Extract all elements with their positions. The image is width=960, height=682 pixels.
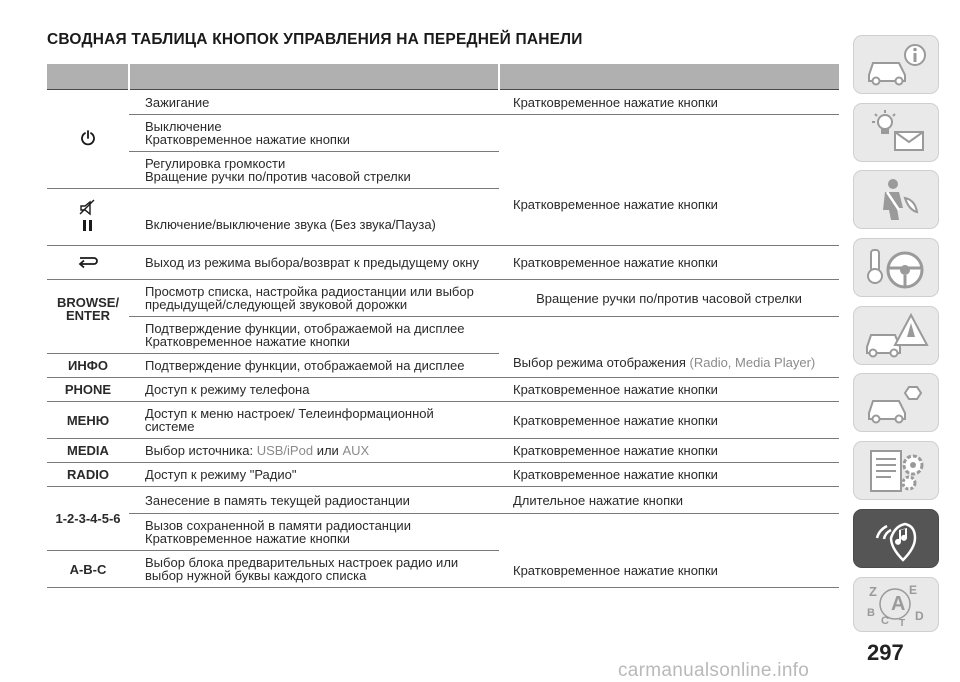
tab-steering-key[interactable] [853,238,939,297]
function-text: Просмотр списка, настройка радиостанции или выбор [145,284,474,299]
tab-alphabetical-index[interactable] [853,577,939,632]
seatbelt-airbag-icon [861,176,931,224]
tab-breakdown[interactable] [853,306,939,365]
mode-text: Кратковременное нажатие кнопки [513,443,718,458]
function-cell [129,551,499,588]
table-row [47,115,839,152]
table-row [47,280,839,317]
svg-text:C: C [881,615,889,627]
back-arrow-icon [77,255,99,271]
function-text: Вращение ручки по/против часовой стрелки [145,169,411,184]
tab-technical-data[interactable] [853,441,939,500]
function-cell [129,402,499,439]
svg-text:B: B [867,607,875,619]
function-cell [129,439,499,463]
mode-text: Кратковременное нажатие кнопки [513,255,718,270]
function-text: Выбор блока предварительных настроек радио или [145,555,459,570]
key-cell-media [47,439,129,463]
mode-text: Выбор режима отображения [513,354,686,370]
mode-text: Кратковременное нажатие кнопки [513,467,718,482]
function-cell [129,514,499,551]
key-label: RADIO [67,467,109,482]
mode-text: Кратковременное нажатие кнопки [513,94,718,110]
section-tabs [853,35,939,632]
controls-table [47,64,839,588]
mode-text: Кратковременное нажатие кнопки [513,382,718,397]
function-text: Выбор источника: [145,443,254,458]
key-cell-radio [47,463,129,487]
svg-text:A: A [891,593,906,615]
car-maintenance-icon [861,379,931,427]
mode-text: Длительное нажатие кнопки [513,492,684,508]
function-text: Регулировка громкости [145,156,286,171]
function-cell [129,280,499,317]
key-cell-info [47,354,129,378]
function-text: Зажигание [145,94,210,110]
function-text: предыдущей/следующей звуковой дорожки [145,297,408,312]
function-text: Доступ к режиму телефона [145,382,310,397]
function-text: Занесение в память текущей радиостанции [145,492,410,508]
key-label: 1-2-3-4-5-6 [55,511,121,526]
function-text: Выход из режима выбора/возврат к предыдущему окну [145,255,479,270]
tab-car-info[interactable] [853,35,939,94]
mode-cell [499,317,839,378]
warning-lights-icon [861,108,931,156]
header-cell-key [47,64,129,90]
svg-text:D: D [915,609,924,623]
key-cell-power [47,90,129,189]
watermark: carmanualsonline.info [618,660,810,681]
function-text: Кратковременное нажатие кнопки [145,132,350,147]
key-label: A-B-C [69,561,107,577]
function-cell [129,378,499,402]
function-text: Кратковременное нажатие кнопки [145,531,350,546]
function-cell [129,115,499,152]
mode-cell [499,463,839,487]
table-row [47,514,839,551]
table-row [47,463,839,487]
mode-text: Кратковременное нажатие кнопки [513,196,718,212]
mode-cell [499,514,839,588]
mode-cell [499,246,839,280]
function-text: или [316,443,339,458]
mode-cell [499,439,839,463]
table-header [47,64,839,90]
function-cell [129,354,499,378]
mode-text: Вращение ручки по/против часовой стрелки [536,290,802,306]
function-text: Доступ к режиму "Радио" [145,467,297,482]
breakdown-warning-icon [861,311,931,359]
function-cell [129,189,499,246]
key-label: МЕНЮ [66,412,110,428]
page-number: 297 [867,640,904,665]
function-text: Кратковременное нажатие кнопки [145,334,350,349]
function-text: Вызов сохраненной в памяти радиостанции [145,518,411,533]
car-info-icon [861,41,931,89]
svg-text:T: T [899,618,906,628]
key-cell-browse [47,280,129,354]
mute-pause-icon [77,198,99,236]
table-row [47,402,839,439]
key-cell-phone [47,378,129,402]
key-cell-back [47,246,129,280]
function-cell [129,152,499,189]
key-label: BROWSE/ [56,294,120,310]
mode-cell [499,378,839,402]
function-text: Подтверждение функции, отображаемой на дисплее [145,358,465,373]
multimedia-icon [861,514,931,562]
tab-seatbelt-airbag[interactable] [853,170,939,229]
key-label: MEDIA [67,443,109,458]
function-text: Подтверждение функции, отображаемой на дисплее [145,321,465,336]
function-cell [129,246,499,280]
function-text: системе [145,419,195,434]
key-label: ИНФО [68,358,108,373]
key-cell-mute [47,189,129,246]
function-text: выбор нужной буквы каждого списка [145,568,367,583]
table-row [47,439,839,463]
function-text: Выключение [145,119,222,134]
svg-text:E: E [909,583,918,597]
key-cell-abc [47,551,129,588]
function-text-option: AUX [342,443,370,458]
tab-maintenance[interactable] [853,373,939,432]
function-text: Доступ к меню настроек/ Телеинформационной [145,406,434,421]
steering-key-icon [861,244,931,292]
mode-cell [499,280,839,317]
mode-cell [499,90,839,115]
settings-document-icon [861,447,931,495]
table-row [47,246,839,280]
mode-text: Кратковременное нажатие кнопки [513,563,718,578]
tab-multimedia[interactable] [853,509,939,568]
function-text-option: USB/iPod [256,443,314,458]
table-row [47,90,839,115]
mode-text-extra: (Radio, Media Player) [689,354,816,370]
key-label: ENTER [65,307,111,323]
header-cell-function [129,64,499,90]
mode-cell [499,402,839,439]
header-cell-mode [499,64,839,90]
alphabetical-index-icon [861,580,931,628]
key-cell-presets [47,487,129,551]
power-icon [80,130,96,148]
function-cell [129,317,499,354]
function-cell [129,463,499,487]
key-cell-menu [47,402,129,439]
key-label: PHONE [64,382,112,397]
table-row [47,378,839,402]
function-text: Включение/выключение звука (Без звука/Пауза) [145,217,436,232]
table-row [47,487,839,514]
tab-warning-lights[interactable] [853,103,939,162]
svg-text:Z: Z [869,584,877,599]
mode-cell [499,487,839,514]
page-title: СВОДНАЯ ТАБЛИЦА КНОПОК УПРАВЛЕНИЯ НА ПЕРЕДНЕЙ ПАНЕЛИ [47,31,583,48]
mode-text: Кратковременное нажатие кнопки [513,412,718,428]
function-cell [129,487,499,514]
table-row [47,317,839,354]
mode-cell [499,115,839,246]
function-cell [129,90,499,115]
